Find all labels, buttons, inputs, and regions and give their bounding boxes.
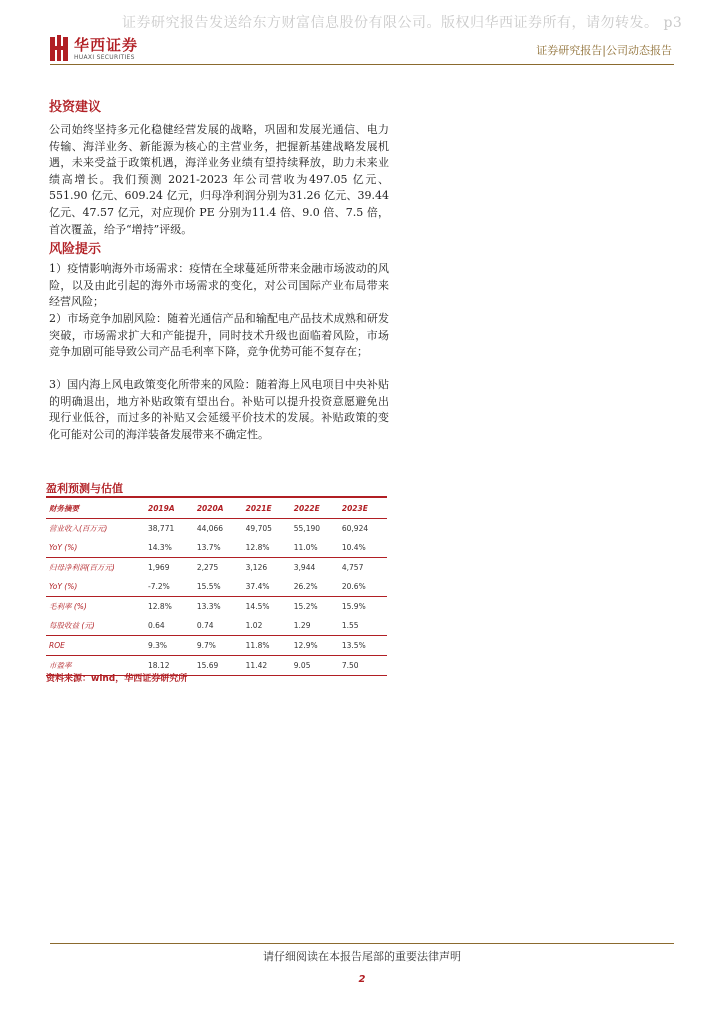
table-cell: 9.05 — [291, 656, 339, 676]
table-cell: 49,705 — [243, 519, 291, 539]
table-cell: 1.02 — [245, 621, 263, 630]
table-cell: 26.2% — [293, 582, 318, 591]
table-cell: 11.42 — [243, 656, 291, 676]
table-header-cell: 2021E — [245, 503, 272, 513]
investment-advice-heading: 投资建议 — [49, 100, 102, 115]
investment-advice-text: 公司始终坚持多元化稳健经营发展的战略，巩固和发展光通信、电力传输、海洋业务、新能源为核心的主营业务，把握新基建战略发展机遇，未来受益于政策机遇，海洋业务业绩有望持续释放，助力未来业绩高增长。我们预测 2021-2023 年公司营收为497.05 亿元、551.90 亿元、609.24 亿元，归母净利润分别为31.26 亿元、39.44 亿元、47.57 亿元，对应现价 PE 分别为11.4 倍、9.0 倍、7.5 倍，首次覆盖，给予“增持”评级。 — [49, 123, 389, 236]
table-row — [46, 577, 387, 597]
table-cell: 15.5% — [196, 582, 221, 591]
table-cell: 12.9% — [291, 636, 339, 656]
table-cell: 44,066 — [194, 519, 243, 539]
watermark-text: 证券研究报告发送给东方财富信息股份有限公司。版权归华西证券所有，请勿转发。 p3 — [122, 15, 683, 31]
table-cell: 7.50 — [339, 656, 387, 676]
logo-chinese-name: 华西证券 — [74, 36, 139, 54]
header-divider — [50, 64, 674, 65]
table-cell: 14.5% — [243, 597, 291, 617]
table-cell: 4,757 — [339, 558, 387, 578]
report-type-label: 证券研究报告|公司动态报告 — [536, 44, 672, 57]
table-cell: -7.2% — [148, 582, 170, 591]
table-cell: 1.29 — [293, 621, 311, 630]
table-source-note: 资料来源：wind，华西证券研究所 — [46, 674, 188, 684]
table-cell: 12.8% — [145, 597, 194, 617]
table-cell: 15.2% — [291, 597, 339, 617]
table-cell: 15.69 — [194, 656, 243, 676]
table-header-row — [46, 498, 387, 519]
row-label: 每股收益 (元) — [49, 621, 95, 630]
row-label: 毛利率 (%) — [46, 597, 145, 617]
risk-paragraph-1: 1）疫情影响海外市场需求：疫情在全球蔓延所带来金融市场波动的风险，以及由此引起的海外市场需求的变化，对公司国际产业布局带来经营风险； — [49, 262, 389, 309]
table-cell: 9.3% — [145, 636, 194, 656]
row-label: YoY (%) — [49, 543, 78, 552]
company-logo — [50, 35, 180, 67]
page-number: 2 — [358, 974, 366, 985]
table-cell: 13.7% — [196, 543, 221, 552]
risk-paragraph-3: 3）国内海上风电政策变化所带来的风险：随着海上风电项目中央补贴的明确退出，地方补贴政策有望出台。补贴可以提升投资意愿避免出现行业低谷，而过多的补贴又会延缓平价技术的发展。补贴政策的变化可能对公司的海洋装备发展带来不确定性。 — [49, 378, 389, 441]
table-row — [46, 616, 387, 636]
table-header-cell: 2019A — [148, 503, 175, 513]
table-cell: 37.4% — [245, 582, 270, 591]
table-header-cell: 2020A — [196, 503, 224, 513]
row-label: 市盈率 — [46, 656, 145, 676]
table-row — [46, 636, 387, 656]
table-row — [46, 558, 387, 578]
table-cell: 11.0% — [293, 543, 318, 552]
risk-paragraph-2: 2）市场竞争加剧风险：随着光通信产品和输配电产品技术成熟和研发突破，市场需求扩大和产能提升，同时技术升级也面临着风险，市场竞争加剧可能导致公司产品毛利率下降，竞争优势可能不复存在； — [49, 312, 389, 359]
table-cell: 18.12 — [145, 656, 194, 676]
table-cell: 12.8% — [245, 543, 270, 552]
table-header-cell: 2022E — [293, 503, 320, 513]
table-header-cell: 2023E — [341, 503, 368, 513]
financial-summary-table — [46, 498, 387, 676]
table-row — [46, 519, 387, 539]
table-cell: 3,126 — [243, 558, 291, 578]
table-header-cell: 财务摘要 — [49, 503, 79, 513]
huaxi-logo-icon — [50, 35, 68, 61]
table-cell: 9.7% — [194, 636, 243, 656]
row-label: 归母净利润(百万元) — [46, 558, 145, 578]
table-cell: 13.3% — [194, 597, 243, 617]
table-row — [46, 538, 387, 558]
table-cell: 2,275 — [194, 558, 243, 578]
table-cell: 20.6% — [341, 582, 366, 591]
table-cell: 1,969 — [145, 558, 194, 578]
table-title: 盈利预测与估值 — [46, 482, 123, 495]
table-cell: 0.74 — [196, 621, 214, 630]
table-cell: 55,190 — [291, 519, 339, 539]
row-label: YoY (%) — [49, 582, 78, 591]
table-cell: 11.8% — [243, 636, 291, 656]
logo-english-name: HUAXI SECURITIES — [74, 54, 135, 61]
footer-divider — [50, 943, 674, 944]
table-cell: 13.5% — [339, 636, 387, 656]
legal-notice-text: 请仔细阅读在本报告尾部的重要法律声明 — [263, 950, 461, 963]
row-label: 营业收入(百万元) — [46, 519, 145, 539]
table-cell: 10.4% — [341, 543, 366, 552]
table-cell: 0.64 — [148, 621, 165, 630]
table-cell: 1.55 — [341, 621, 359, 630]
table-cell: 15.9% — [339, 597, 387, 617]
table-cell: 60,924 — [339, 519, 387, 539]
table-row — [46, 597, 387, 617]
risk-warning-heading: 风险提示 — [49, 242, 102, 257]
table-cell: 14.3% — [148, 543, 172, 552]
table-cell: 38,771 — [145, 519, 194, 539]
table-cell: 3,944 — [291, 558, 339, 578]
row-label: ROE — [46, 636, 145, 656]
